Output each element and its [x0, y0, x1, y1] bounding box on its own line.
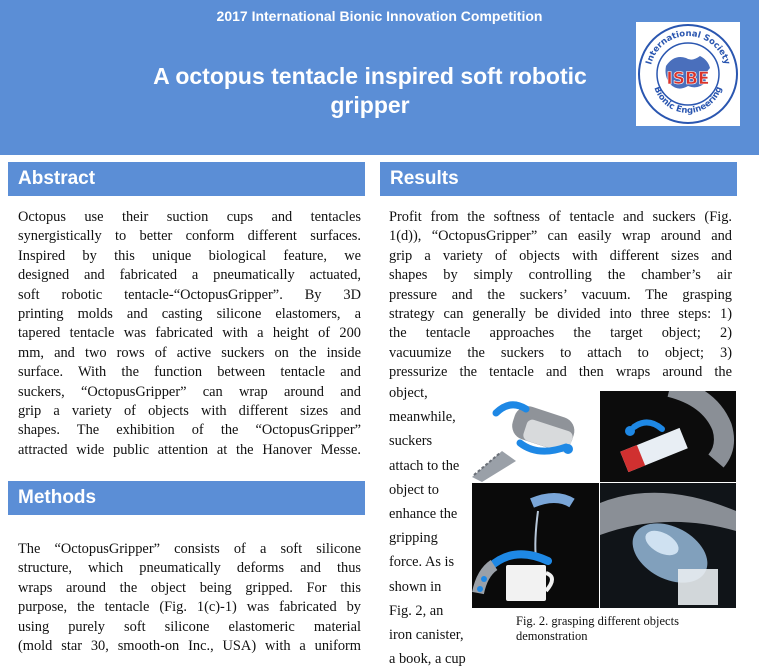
results-narrow-text [389, 381, 471, 671]
results-line: shapes by simply controlling the chamber’s air [389, 267, 732, 284]
results-narrow-line: a book, a cup [389, 651, 466, 668]
caption-line-2: demonstration [516, 629, 588, 643]
logo-acronym: ISBE [666, 69, 710, 89]
abstract-text [18, 208, 361, 460]
abstract-line: Inspired by this unique biological feature, we [18, 247, 361, 264]
logo-ring-bottom-text: Bionic Engineering [651, 85, 725, 117]
methods-line: (mold star 30, smooth-on Inc., USA) with a uniform [18, 638, 361, 655]
methods-text [18, 540, 361, 656]
results-line: grip a variety of objects with different sizes and [389, 247, 732, 264]
results-narrow-line: meanwhile, [389, 409, 456, 426]
fig2-photo-book [600, 391, 736, 482]
abstract-line: synergistically to better conform different surfaces. [18, 228, 361, 245]
abstract-line: soft robotic tentacle-“OctopusGripper”. By 3D [18, 286, 361, 303]
title-line-1: A octopus tentacle inspired soft robotic [153, 63, 587, 89]
abstract-line: Octopus use their suction cups and tentacles [18, 209, 361, 225]
results-line: pressurize the tentacle and then wraps around the [389, 364, 732, 381]
results-line: vacuumize the suckers to attach to object; 3) [389, 344, 732, 361]
abstract-line: mm, and two rows of active suckers on the inside [18, 344, 361, 361]
results-heading: Results [380, 162, 737, 196]
fig2-photo-canister-wrap [472, 391, 599, 482]
poster-header [0, 0, 759, 155]
abstract-line: grip a variety of objects with different sizes and [18, 403, 361, 420]
results-narrow-line: shown in [389, 578, 442, 595]
results-line: pressure and the suckers’ vacuum. The grasping [389, 286, 732, 303]
abstract-line: printing molds and casting silicone elastomers, a [18, 306, 361, 323]
abstract-line: suckers, “OctopusGripper” can wrap around and [18, 383, 361, 400]
results-narrow-line: suckers [389, 433, 433, 450]
abstract-line: surface. With the function between tentacle and [18, 364, 361, 381]
results-line: the tentacle approaches the target object; 2) [389, 325, 732, 342]
results-line: strategy can generally be divided into three steps: 1) [389, 306, 732, 323]
abstract-heading: Abstract [8, 162, 365, 196]
results-narrow-line: gripping [389, 530, 438, 547]
results-narrow-line: enhance the [389, 506, 458, 523]
methods-line: The “OctopusGripper” consists of a soft silicone [18, 541, 361, 557]
results-narrow-line: object to [389, 481, 439, 498]
results-narrow-line: object, [389, 385, 428, 401]
results-narrow-line: Fig. 2, an [389, 602, 444, 619]
methods-heading: Methods [8, 481, 365, 515]
isbe-logo-icon [636, 22, 740, 126]
abstract-line: tapered tentacle was fabricated with a height of 200 [18, 325, 361, 342]
poster-title [120, 62, 620, 120]
results-line: 1(d)), “OctopusGripper” can easily wrap around and [389, 228, 732, 245]
results-text [389, 208, 732, 383]
results-narrow-line: attach to the [389, 457, 460, 474]
isbe-logo [636, 22, 740, 126]
methods-line: wraps around the object being gripped. For this [18, 579, 361, 596]
caption-line-1: Fig. 2. grasping different objects [516, 614, 679, 628]
methods-line: purpose, the tentacle (Fig. 1(c)-1) was fabricated by [18, 599, 361, 616]
competition-name: 2017 International Bionic Innovation Competition [216, 8, 543, 24]
fig2-photo-cup [472, 483, 599, 608]
abstract-line: designed and fabricated a pneumatically actuated, [18, 267, 361, 284]
methods-line: using purely soft silicone elastomeric material [18, 618, 361, 635]
title-line-2: gripper [330, 92, 410, 118]
abstract-line: attracted wide public attention at the Hanover Messe. [18, 441, 361, 458]
methods-line: structure, which pneumatically deforms and thus [18, 560, 361, 577]
logo-ring-top-text: International Society [644, 28, 732, 66]
fig2-photo-bottle [600, 483, 736, 608]
results-narrow-line: force. As is [389, 554, 455, 571]
fig2-caption [516, 614, 736, 644]
abstract-line: shapes. The exhibition of the “OctopusGripper” [18, 422, 361, 439]
results-narrow-line: iron canister, [389, 627, 464, 644]
results-line: Profit from the softness of tentacle and suckers (Fig. [389, 209, 732, 225]
